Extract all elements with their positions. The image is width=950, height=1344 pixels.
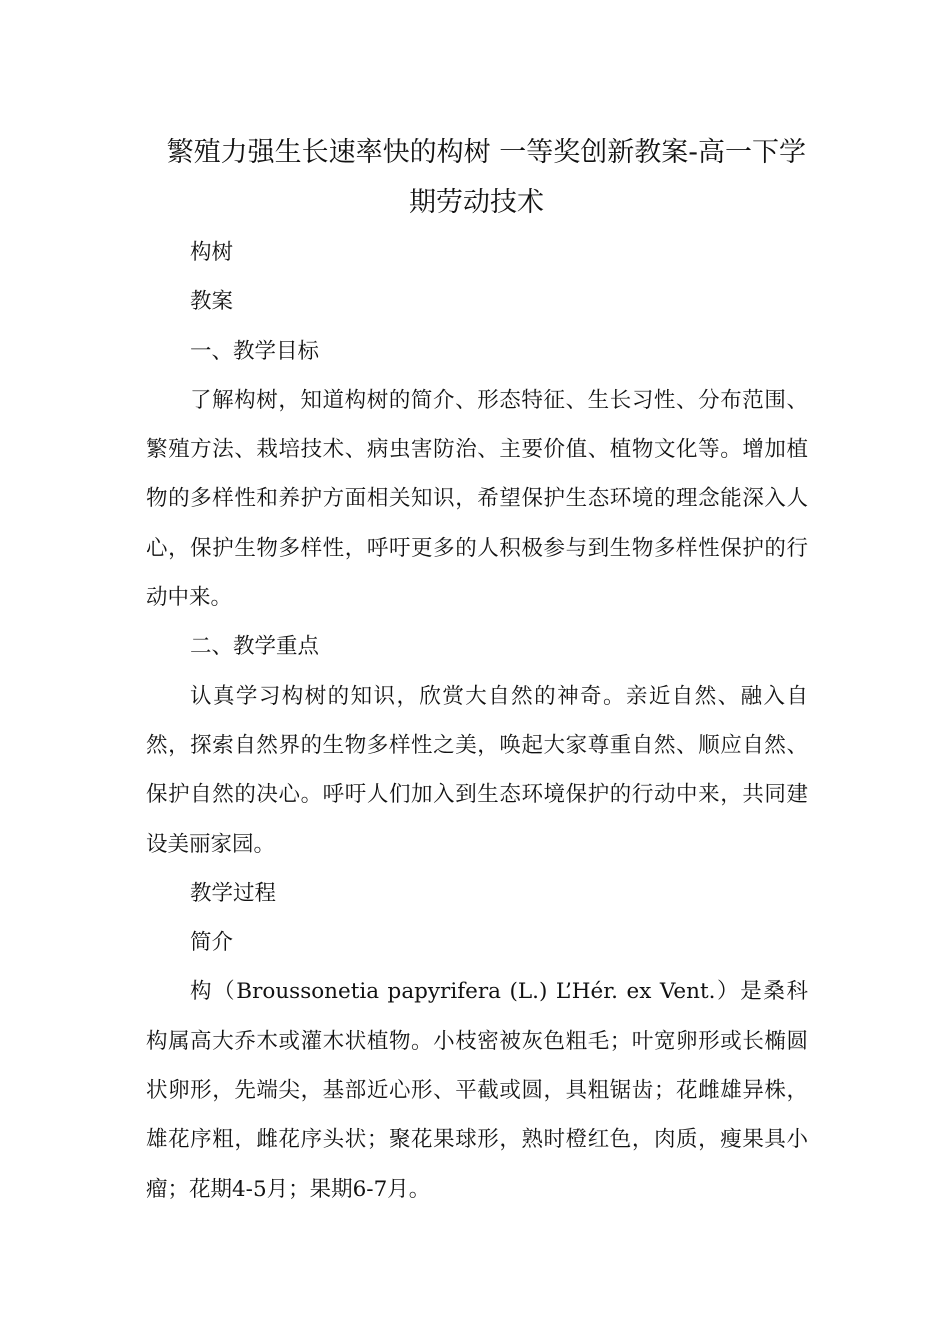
section-heading-introduction: 简介 bbox=[190, 930, 234, 956]
section-heading-teaching-focus: 二、教学重点 bbox=[190, 634, 320, 660]
document-title bbox=[146, 128, 806, 228]
paragraph-introduction: 构（Broussonetia papyrifera (L.) L’Hér. ex Vent.）是桑科构属高大乔木或灌木状植物。小枝密被灰色粗毛；叶宽卵形或长椭圆状卵形，先端尖，基部近心形、平截或圆，具粗锯齿；花雌雄异株，雄花序粗，雌花序头状；聚花果球形，熟时橙红色，肉质，瘦果具小瘤；花期4-5月；果期6-7月。 bbox=[146, 979, 808, 1202]
section-heading-teaching-goals: 一、教学目标 bbox=[190, 338, 320, 364]
document-body bbox=[146, 228, 808, 1214]
paragraph-teaching-focus: 认真学习构树的知识，欣赏大自然的神奇。亲近自然、融入自然，探索自然界的生物多样性之美，唤起大家尊重自然、顺应自然、保护自然的决心。呼吁人们加入到生态环境保护的行动中来，共同建设美丽家园。 bbox=[146, 683, 808, 857]
paragraph-heading-gou-shu: 构树 bbox=[190, 240, 234, 265]
paragraph-heading-jiao-an: 教案 bbox=[190, 289, 234, 315]
title-line-1: 繁殖力强生长速率快的构树 一等奖创新教案-高一下学 bbox=[166, 137, 806, 168]
section-heading-teaching-process: 教学过程 bbox=[190, 880, 277, 906]
paragraph-teaching-goals: 了解构树，知道构树的简介、形态特征、生长习性、分布范围、繁殖方法、栽培技术、病虫害防治、主要价值、植物文化等。增加植物的多样性和养护方面相关知识，希望保护生态环境的理念能深入人心，保护生物多样性，呼吁更多的人积极参与到生物多样性保护的行动中来。 bbox=[146, 387, 808, 611]
title-line-2: 期劳动技术 bbox=[409, 187, 544, 218]
